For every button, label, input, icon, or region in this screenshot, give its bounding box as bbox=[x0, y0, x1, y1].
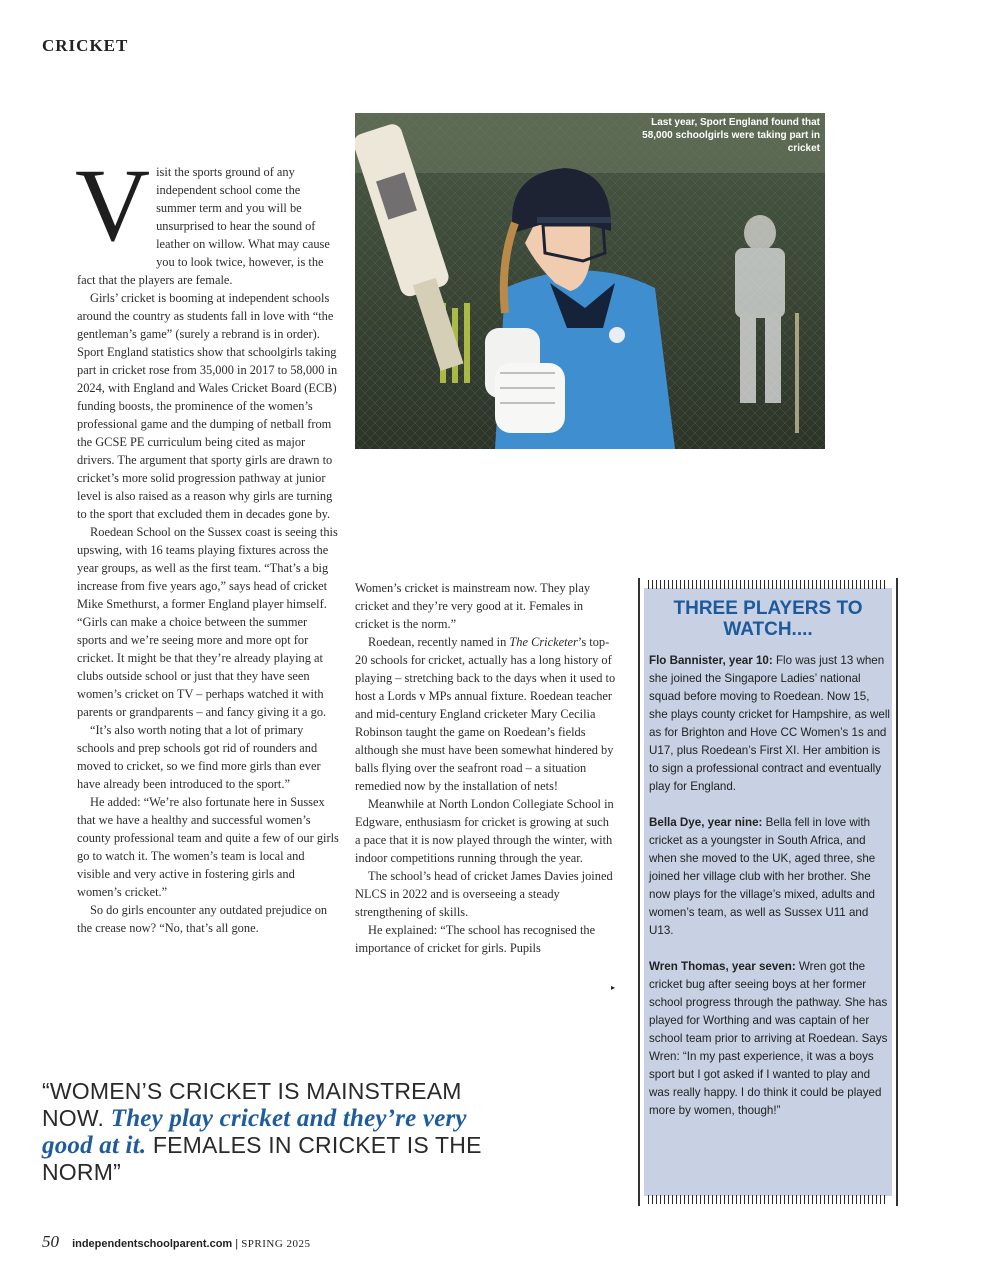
article-paragraph: The school’s head of cricket James Davies joined NLCS in 2022 and is overseeing a steady strengthening of skills. bbox=[355, 869, 613, 919]
player-entry: Flo Bannister, year 10: Flo was just 13 when she joined the Singapore Ladies’ national squad before moving to Roedean. Now 15, she plays county cricket for Hampshire, as well as for Brighton and Hove CC Women’s 1s and U17, plus Roedean’s First XI. Her ambition is to sign a professional contract and eventually play for England. bbox=[649, 654, 890, 793]
article-column-1 bbox=[75, 148, 339, 937]
page-number: 50 bbox=[42, 1232, 59, 1251]
article-paragraph: Meanwhile at North London Collegiate School in Edgware, enthusiasm for cricket is growing at such a pace that it is now played through the winter, with indoor competitions running through the year. bbox=[355, 797, 614, 865]
page-footer bbox=[42, 1232, 311, 1252]
article-paragraph: Roedean, recently named in The Cricketer’s top-20 schools for cricket, actually has a long history of playing – stretching back to the days when it used to host a Lords v MPs annual fixture. Roedean teacher and mid-century England cricketer Mary Cecilia Robinson taught the game on Roedean’s fields although she must have been somewhat hindered by balls flying over the seafront road – a situation remedied now by the installation of nets! bbox=[355, 635, 616, 793]
photo-illustration bbox=[355, 113, 825, 449]
players-sidebar bbox=[638, 578, 898, 1206]
pull-quote: “WOMEN’S CRICKET IS MAINSTREAM NOW. They play cricket and they’re very good at it. FEMALES IN CRICKET IS THE NORM” bbox=[42, 1078, 482, 1185]
continue-arrow-icon: ▸ bbox=[611, 983, 616, 992]
drop-cap: V bbox=[75, 148, 151, 263]
photo-caption: Last year, Sport England found that 58,000 schoolgirls were taking part in cricket bbox=[642, 117, 820, 154]
article-paragraph: Visit the sports ground of any independent school come the summer term and you will be unsurprised to hear the sound of leather on willow. What may cause you to look twice, however, is the fact that the players are female. bbox=[75, 148, 330, 287]
footer-issue: SPRING 2025 bbox=[241, 1238, 311, 1250]
article-paragraph: Roedean School on the Sussex coast is seeing this upswing, with 16 teams playing fixtures across the year groups, as well as the first team. “That’s a big increase from five years ago,” says head of cricket Mike Smethurst, a former England player himself. “Girls can make a choice between the summer sports and we’re seeing more and more opt for cricket. It might be that they’re already playing at clubs outside school or just that they have seen women’s cricket on TV – perhaps watched it with parents or grandparents – and fancy giving it a go. bbox=[77, 525, 338, 719]
article-column-2 bbox=[355, 579, 617, 957]
player-entry: Wren Thomas, year seven: Wren got the cricket bug after seeing boys at her former school progress through the pathway. She has played for Worthing and was captain of her school team prior to arriving at Roedean. Says Wren: “In my past experience, it was a boys sport but I got asked if I wanted to play and was really happy. I do think it could be played more by women, though!” bbox=[649, 960, 888, 1117]
section-label: CRICKET bbox=[42, 36, 129, 55]
sidebar-body bbox=[649, 652, 890, 1138]
article-paragraph: Girls’ cricket is booming at independent schools around the country as students fall in love with “the gentleman’s game” (surely a rebrand is in order). Sport England statistics show that schoolgirls taking part in cricket rose from 35,000 in 2017 to 58,000 in 2024, with England and Wales Cricket Board (ECB) funding boosts, the prominence of the women’s professional game and the dumping of netball from the GCSE PE curriculum being cited as major drivers. The argument that sporty girls are drawn to cricket’s more solid progression pathway at junior level is also raised as a reason why girls are turning to the sport that excluded them in decades gone by. bbox=[77, 291, 338, 521]
publication-title: The Cricketer bbox=[509, 635, 578, 649]
article-paragraph: He explained: “The school has recognised the importance of cricket for girls. Pupils bbox=[355, 923, 596, 955]
article-paragraph: He added: “We’re also fortunate here in Sussex that we have a healthy and successful women’s county professional team and quite a few of our girls go to watch it. The women’s team is local and visible and very active in fostering girls and women’s cricket.” bbox=[77, 795, 339, 899]
article-paragraph: So do girls encounter any outdated prejudice on the crease now? “No, that’s all gone. bbox=[77, 903, 328, 935]
player-name: Flo Bannister, year 10: bbox=[649, 654, 773, 667]
footer-separator: | bbox=[235, 1238, 239, 1250]
article-paragraph: “It’s also worth noting that a lot of primary schools and prep schools got rid of rounders and moved to cricket, so we find more girls than ever have already been introduced to the sport.” bbox=[77, 723, 321, 791]
sidebar-title: THREE PLAYERS TO WATCH.... bbox=[673, 598, 863, 640]
decorative-ruler bbox=[648, 1195, 888, 1204]
decorative-ruler bbox=[648, 580, 888, 589]
player-name: Bella Dye, year nine: bbox=[649, 816, 763, 829]
cricket-photo bbox=[355, 113, 825, 449]
article-paragraph: Women’s cricket is mainstream now. They play cricket and they’re very good at it. Females in cricket is the norm.” bbox=[355, 581, 591, 631]
footer-site: independentschoolparent.com bbox=[72, 1238, 233, 1250]
player-name: Wren Thomas, year seven: bbox=[649, 960, 796, 973]
player-entry: Bella Dye, year nine: Bella fell in love with cricket as a youngster in South Africa, and when she moved to the UK, aged three, she joined her village club with her brother. She now plays for the village’s mixed, adults and women’s team, as well as Sussex U11 and U13. bbox=[649, 816, 876, 937]
pull-quote-emphasis: They play cricket and they’re very good at it. bbox=[42, 1105, 467, 1159]
